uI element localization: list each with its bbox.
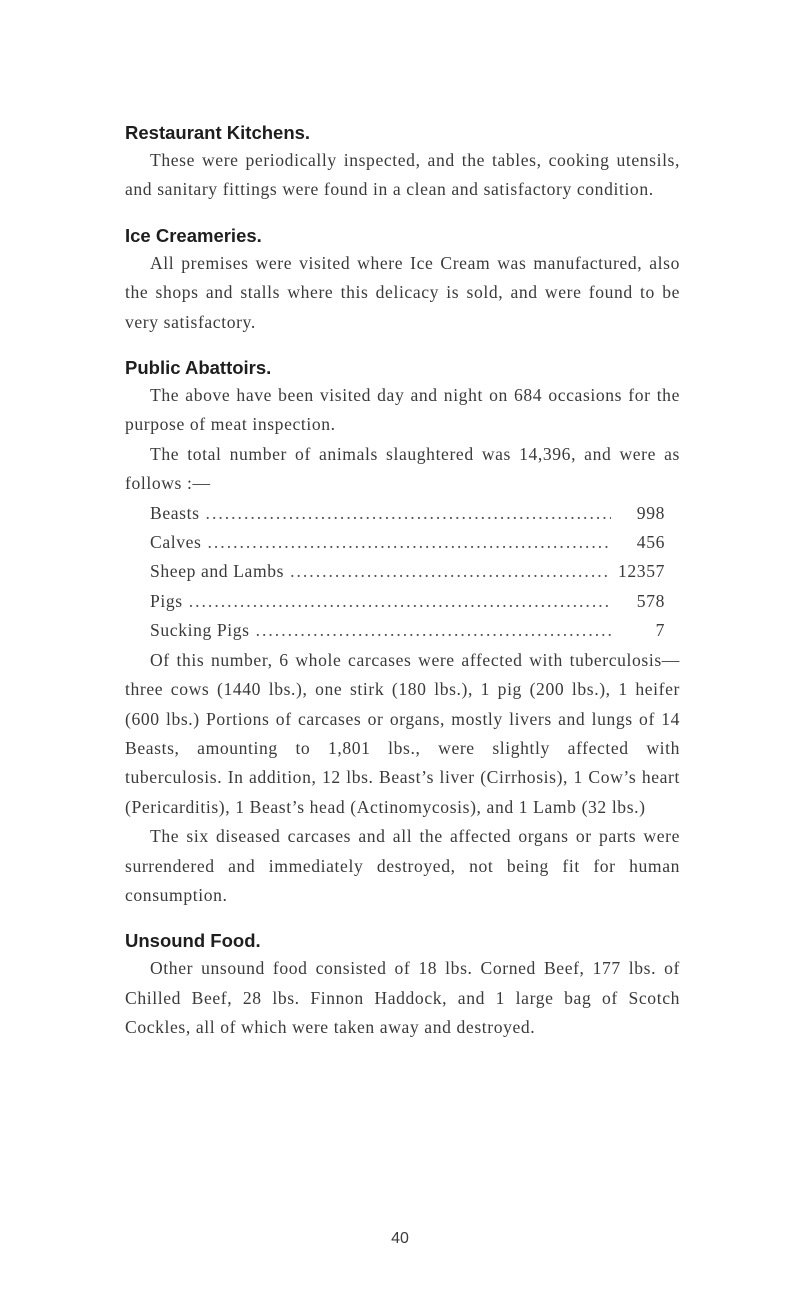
paragraph: All premises were visited where Ice Cream was manufactured, also the shops and stalls where this delicacy is sold, and were found to be very satisfactory. (125, 252, 680, 332)
list-item (150, 499, 665, 528)
section-heading: Ice Creameries. (125, 224, 262, 246)
animal-count: 456 (636, 532, 665, 553)
animal-name: Pigs (150, 590, 183, 611)
dot-leader (189, 587, 611, 616)
paragraph: Other unsound food consisted of 18 lbs. Corned Beef, 177 lbs. of Chilled Beef, 28 lbs. Finnon Haddock, and 1 large bag of Scotch Cockles, all of which were taken away and destroyed. (125, 958, 680, 1038)
paragraph: These were periodically inspected, and the tables, cooking utensils, and sanitary fittings were found in a clean and satisfactory condition. (125, 150, 680, 200)
paragraph: The above have been visited day and night on 684 occasions for the purpose of meat inspection. (125, 385, 680, 435)
section-public-abattoirs (125, 355, 680, 910)
section-unsound-food (125, 928, 680, 1042)
section-heading: Unsound Food. (125, 930, 261, 952)
animal-name: Calves (150, 532, 202, 553)
animal-count: 7 (655, 620, 665, 641)
list-item (150, 557, 665, 586)
section-restaurant-kitchens (125, 120, 680, 205)
section-heading: Public Abattoirs. (125, 357, 272, 379)
animal-count: 12357 (618, 561, 665, 582)
list-item (150, 616, 665, 645)
document-page (125, 120, 680, 1061)
paragraph: The six diseased carcases and all the affected organs or parts were surrendered and immediately destroyed, not being fit for human consumption. (125, 826, 680, 905)
dot-leader (256, 616, 611, 645)
animal-count: 998 (636, 502, 665, 523)
dot-leader (206, 499, 611, 528)
animal-name: Sheep and Lambs (150, 561, 285, 582)
list-item (150, 587, 665, 616)
section-ice-creameries (125, 223, 680, 337)
section-heading: Restaurant Kitchens. (125, 122, 311, 143)
animals-slaughtered-list (150, 499, 665, 646)
animal-name: Beasts (150, 502, 200, 523)
page-number: 40 (391, 1230, 409, 1247)
animal-name: Sucking Pigs (150, 620, 250, 641)
paragraph: The total number of animals slaughtered was 14,396, and were as follows :— (125, 443, 680, 494)
paragraph: Of this number, 6 whole carcases were affected with tuberculosis—three cows (1440 lbs.), one stirk (180 lbs.), 1 pig (200 lbs.), 1 heifer (600 lbs.) Portions of carcases or organs, mostly livers and lungs of 14 Beasts, amounting to 1,801 lbs., were slightly affected with tuberculosis. In addition, 12 lbs. Beast’s liver (Cirrhosis), 1 Cow’s heart (Pericarditis), 1 Beast’s head (Actinomycosis), and 1 Lamb (32 lbs.) (125, 649, 680, 817)
animal-count: 578 (636, 590, 665, 611)
dot-leader (208, 528, 612, 557)
dot-leader (290, 557, 611, 586)
list-item (150, 528, 665, 557)
